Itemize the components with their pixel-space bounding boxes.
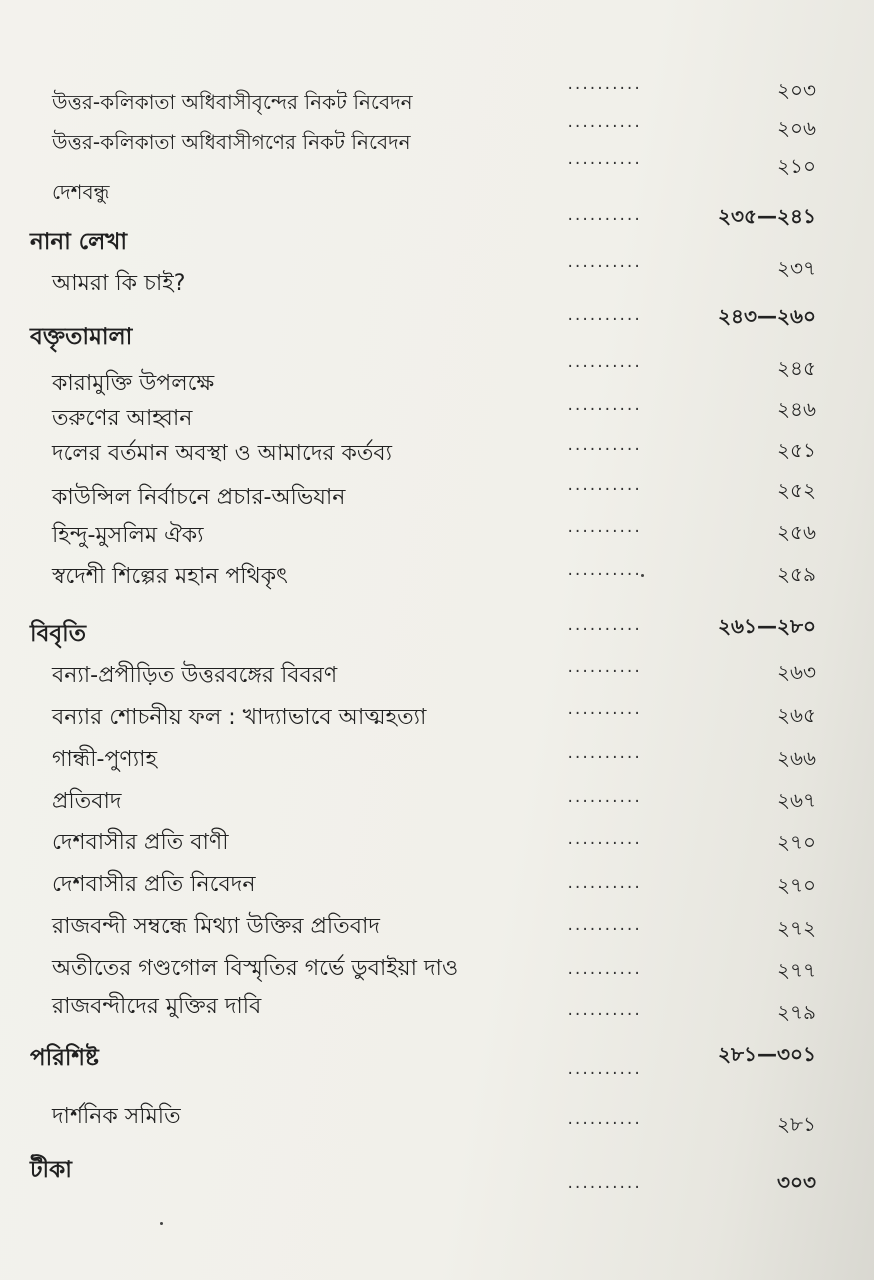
entry-title: তরুণের আহ্বান <box>52 406 193 431</box>
leader-dots: .......... <box>566 77 641 93</box>
leader-dots: .......... <box>566 398 641 414</box>
leader-dots: .......... <box>566 660 641 676</box>
leader-dots: .......... <box>566 918 641 934</box>
page-range: ৩০৩ <box>776 1170 816 1194</box>
leader-dots: .......... <box>566 1003 641 1019</box>
page-range: ২৮১—৩০১ <box>718 1042 816 1066</box>
page-number: ২৬৭ <box>776 788 816 812</box>
page-number: ২১০ <box>777 154 816 178</box>
page-range: ২৪৩—২৬০ <box>718 304 816 328</box>
entry-title: প্রতিবাদ <box>52 789 122 814</box>
page-number: ২৫৯ <box>777 562 816 586</box>
page-number: ২৮১ <box>777 1112 816 1136</box>
entry-title: অতীতের গণ্ডগোল বিস্মৃতির গর্ভে ডুবাইয়া দাও <box>52 956 459 981</box>
entry-title: দার্শনিক সমিতি <box>52 1104 181 1129</box>
leader-dots: .......... <box>566 520 641 536</box>
leader-dots: .......... <box>566 832 641 848</box>
leader-dots: .......... <box>566 1062 641 1078</box>
page-number: ২৪৬ <box>777 397 816 421</box>
page-number: ২৫১ <box>777 438 816 462</box>
page-number: ২৩৭ <box>776 256 816 280</box>
leader-dots: .......... <box>566 355 641 371</box>
leader-dots: .......... <box>566 962 641 978</box>
leader-dots: .......... <box>566 563 641 579</box>
section-title: বিবৃতি <box>30 621 87 647</box>
leader-dots: .......... <box>566 478 641 494</box>
leader-dots: .......... <box>566 876 641 892</box>
leader-dots: .......... <box>566 702 641 718</box>
page-number: ২৭৭ <box>776 958 816 982</box>
entry-title: দেশবাসীর প্রতি নিবেদন <box>52 872 256 897</box>
page-range: ২৩৫—২৪১ <box>718 204 816 228</box>
paper-speck <box>641 574 644 577</box>
entry-title: কাউন্সিল নির্বাচনে প্রচার-অভিযান <box>52 485 346 510</box>
entry-title: আমরা কি চাই? <box>52 271 186 296</box>
section-title: নানা লেখা <box>30 229 128 255</box>
page-number: ২০৩ <box>776 78 816 102</box>
leader-dots: .......... <box>566 1112 641 1128</box>
leader-dots: .......... <box>566 618 641 634</box>
leader-dots: .......... <box>566 255 641 271</box>
page-number: ২৫৬ <box>777 520 816 544</box>
entry-title: কারামুক্তি উপলক্ষে <box>52 371 215 396</box>
paper-speck <box>160 1222 163 1225</box>
page-number: ২০৬ <box>776 116 816 140</box>
entry-title: দেশবন্ধু <box>52 180 110 204</box>
page-number: ২৬৩ <box>776 660 816 684</box>
leader-dots: .......... <box>566 208 641 224</box>
entry-title: রাজবন্দী সম্বন্ধে মিথ্যা উক্তির প্রতিবাদ <box>52 914 380 939</box>
entry-title: হিন্দু-মুসলিম ঐক্য <box>52 523 204 548</box>
leader-dots: .......... <box>566 308 641 324</box>
entry-title: দলের বর্তমান অবস্থা ও আমাদের কর্তব্য <box>52 441 393 466</box>
page-number: ২৭২ <box>776 916 816 940</box>
section-title: টীকা <box>30 1157 72 1183</box>
entry-title: বন্যার শোচনীয় ফল : খাদ্যাভাবে আত্মহত্যা <box>52 705 427 730</box>
entry-title: উত্তর-কলিকাতা অধিবাসীবৃন্দের নিকট নিবেদন <box>52 90 413 114</box>
section-title: বক্তৃতামালা <box>30 324 133 350</box>
page-number: ২৬৫ <box>777 703 816 727</box>
page-number: ২৫২ <box>777 478 816 502</box>
entry-title: উত্তর-কলিকাতা অধিবাসীগণের নিকট নিবেদন <box>52 130 411 154</box>
leader-dots: .......... <box>566 152 641 168</box>
entry-title: স্বদেশী শিল্পের মহান পথিকৃৎ <box>52 564 288 589</box>
page-number: ২৭০ <box>776 830 816 854</box>
entry-title: গান্ধী-পুণ্যাহ <box>52 747 158 772</box>
leader-dots: .......... <box>566 438 641 454</box>
entry-title: দেশবাসীর প্রতি বাণী <box>52 830 229 855</box>
page-number: ২৬৬ <box>776 746 816 770</box>
leader-dots: .......... <box>566 115 641 131</box>
entry-title: বন্যা-প্রপীড়িত উত্তরবঙ্গের বিবরণ <box>52 663 338 688</box>
page-range: ২৬১—২৮০ <box>718 614 816 638</box>
entry-title: রাজবন্দীদের মুক্তির দাবি <box>52 994 262 1019</box>
leader-dots: .......... <box>566 790 641 806</box>
leader-dots: .......... <box>566 746 641 762</box>
section-title: পরিশিষ্ট <box>30 1045 99 1071</box>
page-number: ২৭৯ <box>777 1000 816 1024</box>
page-number: ২৭০ <box>776 873 816 897</box>
leader-dots: .......... <box>566 1176 641 1192</box>
page-number: ২৪৫ <box>777 356 816 380</box>
